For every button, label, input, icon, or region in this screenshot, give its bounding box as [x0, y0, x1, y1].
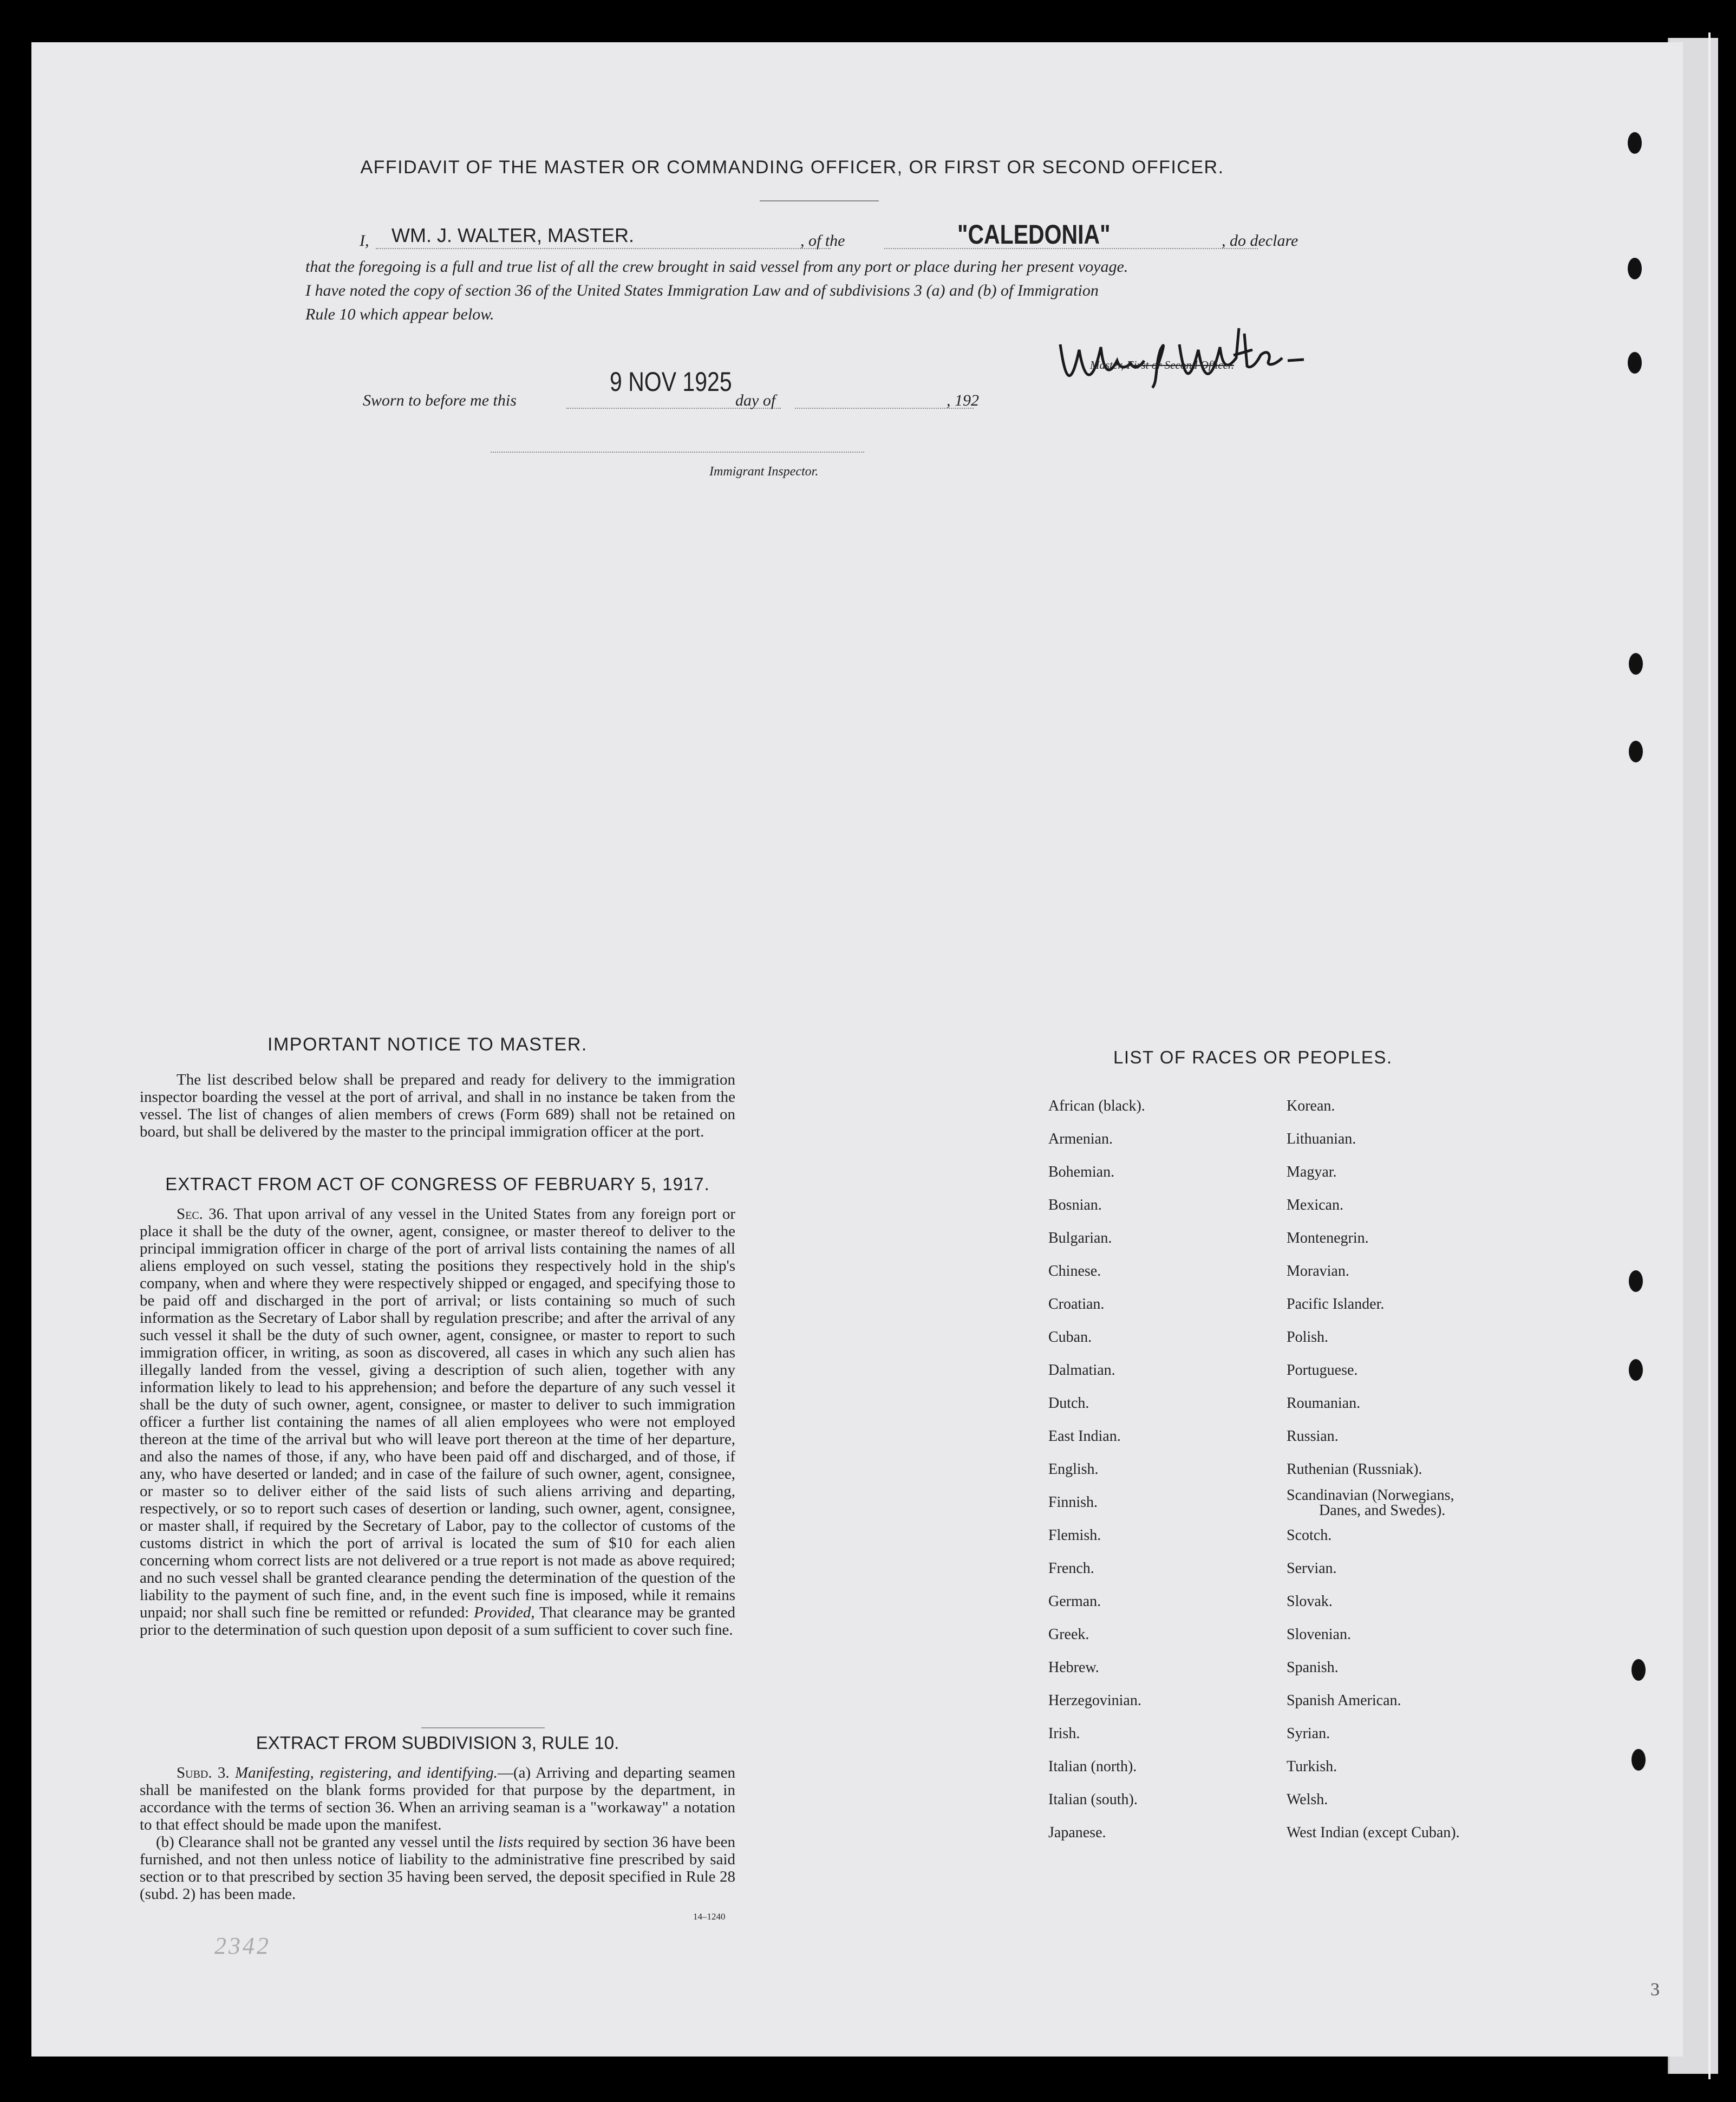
affidavit-line-4: Rule 10 which appear below.: [305, 305, 494, 323]
race-item: English.: [1048, 1461, 1099, 1478]
rule-subd-heading: Manifesting, registering, and identifying.: [234, 1764, 498, 1781]
rule-extract-title: EXTRACT FROM SUBDIVISION 3, RULE 10.: [256, 1733, 619, 1753]
race-item: Mexican.: [1287, 1197, 1343, 1213]
master-signature: [1049, 317, 1331, 399]
day-of-label: day of: [735, 391, 776, 409]
race-item: Welsh.: [1287, 1791, 1328, 1808]
notice-body: The list described below shall be prepared and ready for delivery to the immigration inspector boarding the vessel at the port of arrival, and shall in no instance be taken from the vessel. The list of changes of alien members of crews (Form 689) shall not be retained on board, but shall be delivered by the master to the principal immigration officer at the port.: [140, 1071, 735, 1140]
sworn-label: Sworn to before me this: [363, 391, 517, 409]
race-item: Bohemian.: [1048, 1164, 1115, 1180]
year-label: , 192: [947, 391, 979, 409]
race-item: Korean.: [1287, 1098, 1335, 1114]
race-item: Croatian.: [1048, 1296, 1105, 1313]
rule-para-b-start: (b) Clearance shall not be granted any vessel until the: [156, 1833, 494, 1851]
act-tail: That clearance may be granted prior to the determination of such question upon deposit of a sum sufficient to cover such fine.: [140, 1604, 735, 1638]
caption-struck-officer: First or Second Officer.: [1126, 358, 1234, 371]
act-section: [140, 1205, 735, 1638]
race-item: Slovenian.: [1287, 1626, 1351, 1643]
race-item: Slovak.: [1287, 1593, 1333, 1610]
affidavit-title: AFFIDAVIT OF THE MASTER OR COMMANDING OFFICER, OR FIRST OR SECOND OFFICER.: [360, 157, 1224, 178]
race-item: Armenian.: [1048, 1131, 1113, 1147]
race-item: Dutch.: [1048, 1395, 1089, 1412]
caption-master: Master,: [1090, 358, 1124, 371]
races-left-column: [1048, 1089, 1145, 1849]
race-item: Ruthenian (Russniak).: [1287, 1461, 1422, 1478]
title-underline: [760, 200, 879, 201]
race-item: Flemish.: [1048, 1527, 1101, 1544]
race-item: Servian.: [1287, 1560, 1337, 1577]
race-item: Dalmatian.: [1048, 1362, 1115, 1379]
corner-page-mark: 3: [1650, 1980, 1660, 2000]
rule-para-b-end: required by section 36 have been furnished, and not then unless notice of liability to the administrative fine prescribed by said section or to that prescribed by section 35 having been served, the deposit specified in Rule 28 (subd. 2) has been made.: [140, 1833, 736, 1903]
race-item: Polish.: [1287, 1329, 1329, 1346]
rule-section: [140, 1764, 735, 1903]
race-item: Magyar.: [1287, 1164, 1337, 1180]
race-item: Russian.: [1287, 1428, 1339, 1445]
vessel-name: "CALEDONIA": [957, 219, 1111, 250]
binder-hole: [1629, 1270, 1643, 1292]
race-item: Cuban.: [1048, 1329, 1092, 1346]
race-item-scandinavian: Scandinavian (Norwegians,: [1287, 1487, 1454, 1504]
race-item: West Indian (except Cuban).: [1287, 1824, 1460, 1841]
race-item: Finnish.: [1048, 1494, 1098, 1511]
manifest-page: [31, 42, 1683, 2057]
act-extract-title: EXTRACT FROM ACT OF CONGRESS OF FEBRUARY 5, 1917.: [165, 1174, 710, 1194]
race-item: Scotch.: [1287, 1527, 1332, 1544]
inspector-label: Immigrant Inspector.: [709, 465, 819, 479]
race-item: Japanese.: [1048, 1824, 1106, 1841]
act-body-paragraph: [140, 1205, 735, 1638]
rule-subd-label: Subd. 3.: [177, 1764, 230, 1781]
race-item: Lithuanian.: [1287, 1131, 1356, 1147]
rule-para-b: [140, 1833, 735, 1903]
race-item: Spanish American.: [1287, 1692, 1401, 1709]
race-item: Bosnian.: [1048, 1197, 1102, 1213]
race-item: Portuguese.: [1287, 1362, 1358, 1379]
page-edge-line: [1708, 32, 1711, 2079]
race-item-scandinavian-cont: Danes, and Swedes).: [1319, 1502, 1446, 1519]
act-section-label: Sec. 36.: [177, 1205, 229, 1223]
handwritten-number: 2342: [214, 1933, 271, 1959]
race-item: East Indian.: [1048, 1428, 1121, 1445]
form-number: 14–1240: [693, 1911, 726, 1922]
race-item: Greek.: [1048, 1626, 1089, 1643]
notice-title: IMPORTANT NOTICE TO MASTER.: [267, 1034, 588, 1055]
race-item: Roumanian.: [1287, 1395, 1361, 1412]
race-item: Hebrew.: [1048, 1659, 1099, 1676]
binder-hole: [1628, 258, 1642, 279]
race-item: Herzegovinian.: [1048, 1692, 1141, 1709]
master-name: WM. J. WALTER, MASTER.: [391, 224, 634, 246]
do-declare-label: , do declare: [1222, 232, 1298, 250]
rule-para-b-lists: lists: [498, 1833, 524, 1851]
race-item: Bulgarian.: [1048, 1230, 1112, 1246]
race-item: Pacific Islander.: [1287, 1296, 1385, 1313]
act-body: That upon arrival of any vessel in the United States from any foreign port or place it shall be the duty of the owner, agent, consignee, or master thereof to deliver to the principal immigration officer in charge of the port of arrival lists containing the names of all aliens employed on such vessel, stating the positions they respectively hold in the ship's company, when and where they were respectively shipped or engaged, and specifying those to be paid off and discharged in the port of arrival; or lists containing so much of such information as the Secretary of Labor shall by regulation prescribe; and after the arrival of any such vessel it shall be the duty of such owner, agent, consignee, or master to report to such immigration officer, in writing, as soon as discovered, all cases in which any such alien has illegally landed from the vessel, giving a description of such alien, together with any information likely to lead to his apprehension; and before the departure of any such vessel it shall be the duty of such owner, agent, consignee, or master to deliver to such immigration officer a further list containing the names of all alien employees who were not employed thereon at the time of the arrival but who will leave port thereon at the time of her departure, and also the names of those, if any, who have been paid off and discharged, and of those, if any, who have deserted or landed; and in case of the failure of such owner, agent, consignee, or master so to deliver either of the said lists of such aliens arriving and departing, respectively, or so to report such cases of desertion or landing, such owner, agent, consignee, or master shall, if required by the Secretary of Labor, pay to the collector of customs of the customs district in which the port of arrival is located the sum of $10 for each alien concerning whom correct lists are not delivered or a true report is not made as above required; and no such vessel shall be granted clearance pending the determination of the question of the liability to the payment of such fine, and, in the event such fine is imposed, while it remains unpaid; nor shall such fine be remitted or refunded:: [140, 1205, 736, 1621]
declarant-prefix: I,: [360, 232, 369, 250]
race-item: Montenegrin.: [1287, 1230, 1369, 1246]
binder-hole: [1631, 1659, 1646, 1681]
binder-hole: [1628, 132, 1642, 154]
affidavit-line-3: I have noted the copy of section 36 of the United States Immigration Law and of subdivisions 3 (a) and (b) of Immigration: [305, 282, 1099, 299]
binder-hole: [1629, 1359, 1643, 1381]
race-item: German.: [1048, 1593, 1101, 1610]
name-line: [376, 248, 831, 249]
race-item: Syrian.: [1287, 1725, 1330, 1742]
binder-hole: [1629, 741, 1643, 762]
inspector-signature-line: [491, 452, 864, 453]
notice-section: [140, 1071, 735, 1140]
race-item: Irish.: [1048, 1725, 1080, 1742]
binder-hole: [1629, 653, 1643, 675]
race-item: Chinese.: [1048, 1263, 1101, 1280]
binder-hole: [1628, 352, 1642, 374]
race-item: Spanish.: [1287, 1659, 1339, 1676]
affidavit-line-2: that the foregoing is a full and true list of all the crew brought in said vessel from any port or place during her present voyage.: [305, 258, 1128, 276]
act-provided: Provided,: [474, 1604, 535, 1621]
of-the-label: , of the: [800, 232, 845, 250]
rule-para-a: [140, 1764, 735, 1833]
races-right-column: [1287, 1089, 1460, 1849]
rule-para-a-text: —(a) Arriving and departing seamen shall be manifested on the blank forms provided for that purpose by the department, in accordance with the terms of section 36. When an arriving seaman is a "workaway" a notation to that effect should be made upon the manifest.: [140, 1764, 735, 1833]
race-item: Italian (south).: [1048, 1791, 1138, 1808]
signature-caption: [1090, 358, 1234, 372]
sworn-date-stamp: 9 NOV 1925: [610, 367, 732, 397]
binder-hole: [1631, 1749, 1646, 1771]
race-item: [1287, 1486, 1460, 1519]
race-item: African (black).: [1048, 1098, 1145, 1114]
race-item: French.: [1048, 1560, 1094, 1577]
race-item: Moravian.: [1287, 1263, 1349, 1280]
races-title: LIST OF RACES OR PEOPLES.: [1113, 1047, 1393, 1067]
race-item: Italian (north).: [1048, 1758, 1137, 1775]
race-item: Turkish.: [1287, 1758, 1337, 1775]
section-divider: [421, 1727, 545, 1728]
